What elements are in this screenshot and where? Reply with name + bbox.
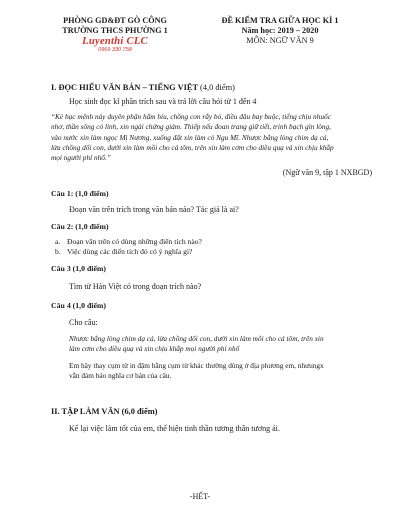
section-1-instruction: Học sinh đọc kĩ phần trích sau và trả lời câu hỏi từ 1 đến 4 (69, 97, 257, 106)
department-name: PHÒNG GD&ĐT GÒ CÔNG (63, 16, 167, 25)
end-marker: -HẾT- (189, 492, 211, 501)
option-text: Việc dùng các điển tích đó có ý nghĩa gì? (67, 247, 193, 256)
passage-line: vào nước xin làm ngọc Mị Nương, xuống đất xin làm cỏ Ngu Mĩ. Nhược bằng lòng chim dạ cá, (51, 132, 329, 142)
section-1-heading (51, 83, 371, 92)
passage (51, 112, 381, 163)
task-line: Em hãy thay cụm từ in đậm bằng cụm từ khác thường dùng ở địa phương em, nhưungx (69, 361, 324, 370)
question-1-text: Đoạn văn trên trích trong văn bản nào? Tác giả là ai? (69, 205, 239, 214)
option-label: b. (55, 247, 61, 256)
question-2-title: Câu 2: (1,0 điểm) (51, 222, 109, 231)
brand-logo-text: Luyenthi CLC (82, 36, 148, 47)
question-4-task (69, 361, 384, 382)
quote-line: Nhược bằng lòng chim dạ cá, lừa chồng dối con, dưới xin làm mồi cho cá tôm, trên xin (69, 334, 324, 343)
question-3-text: Tìm từ Hán Việt có trong đoạn trích nào? (69, 282, 202, 291)
passage-line: nhơ, thần sông có linh, xin ngài chứng giám. Thiếp nếu đoan trang giữ tiết, trinh bạch gìn lòng, (51, 122, 331, 132)
option-text: Đoạn văn trên có dùng những điển tích nào? (67, 237, 202, 246)
brand-phone: 0969 330 758 (98, 47, 132, 53)
question-4-intro: Cho câu: (69, 318, 98, 327)
school-year: Năm học: 2019 – 2020 (241, 26, 319, 35)
section-2-task: Kể lại việc làm tốt của em, thể hiện tinh thần tương thân tương ái. (69, 424, 280, 433)
question-4-title: Câu 4 (1,0 điểm) (51, 301, 107, 310)
question-1-title: Câu 1: (1,0 điểm) (51, 189, 109, 198)
passage-line: “Kẻ bạc mệnh này duyên phận hẩm hiu, chồng con rẫy bỏ, điều đâu bay buộc, tiếng chịu nhuốc (51, 112, 331, 121)
question-2-option-b (55, 247, 365, 257)
school-name: TRƯỜNG THCS PHƯỜNG 1 (62, 26, 168, 35)
question-3-title: Câu 3 (1,0 điểm) (51, 264, 107, 273)
task-line: vẫn đảm bảo nghĩa cơ bản của câu. (69, 371, 172, 381)
question-2-option-a (55, 237, 365, 247)
section-1-points: (4,0 điểm) (200, 83, 235, 92)
section-2-title: II. TẬP LÀM VĂN (6,0 điểm) (51, 407, 158, 416)
quote-line: làm cơm cho diều quạ và xin chịu khắp mọi người phỉ nhổ (69, 344, 240, 354)
subject: MÔN: NGỮ VĂN 9 (246, 36, 314, 45)
passage-line: mọi người phỉ nhổ.” (51, 153, 111, 163)
section-1-title: I. ĐỌC HIỂU VĂN BẢN – TIẾNG VIỆT (51, 83, 198, 92)
passage-source: (Ngữ văn 9, tập 1 NXBGD) (282, 168, 372, 177)
question-4-quote (69, 334, 384, 355)
option-label: a. (55, 237, 61, 246)
exam-title: ĐỀ KIỂM TRA GIỮA HỌC KÌ 1 (221, 16, 339, 25)
passage-line: lừa chồng dối con, dưới xin làm mồi cho cá tôm, trên xin làm cơm cho diều quạ và xin chịu khắp (51, 142, 334, 152)
